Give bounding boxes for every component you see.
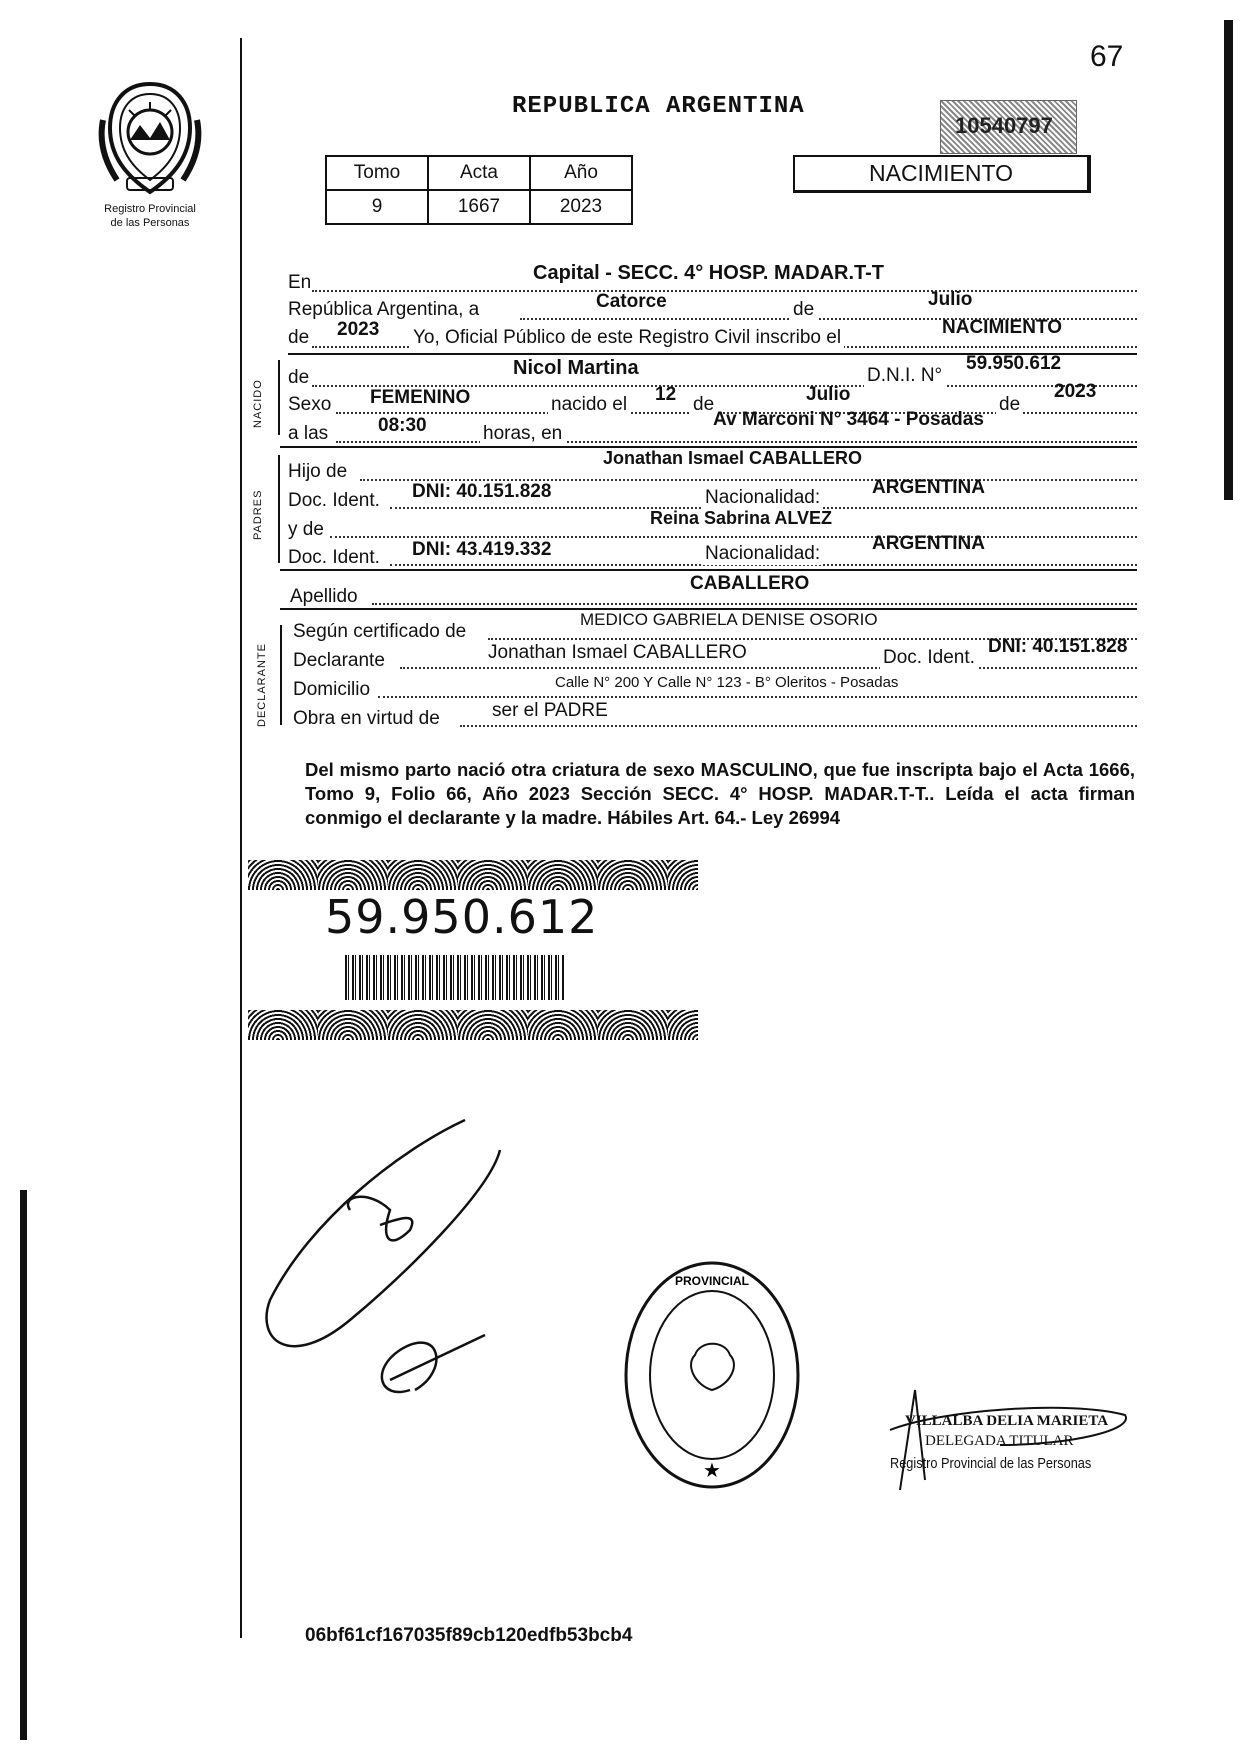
label-nac-madre: Nacionalidad: [702,543,823,565]
padres-bottom-rule [280,569,1137,571]
label-a-las: a las [288,423,329,444]
official-signature [880,1370,1140,1500]
label-sexo: Sexo [288,394,332,415]
birth-year: 2023 [1054,381,1097,402]
official-title: DELEGADA TITULAR [925,1433,1074,1449]
label-en: En [288,272,312,293]
page-number: 67 [1090,40,1124,73]
birth-time: 08:30 [378,415,427,436]
dni-sticker [248,860,698,1040]
line-madre [330,536,1137,538]
label-de-year: de [288,327,310,348]
value-acta: 1667 [428,190,530,224]
sticker-pattern-top [248,860,698,890]
nacido-bracket [278,360,280,435]
mother-nat: ARGENTINA [872,533,985,554]
label-de-nacido: de [288,367,310,388]
mother-name: Reina Sabrina ALVEZ [650,508,833,528]
year: 2023 [337,319,380,340]
svg-text:★: ★ [703,1460,721,1482]
label-apellido: Apellido [290,586,358,607]
label-certificado: Según certificado de [293,621,467,642]
misiones-shield-icon [95,80,205,200]
label-nacido-el: nacido el [548,394,630,416]
event: NACIMIENTO [942,317,1062,338]
line-declarante [400,667,1137,669]
logo-caption-1: Registro Provincial [104,203,196,215]
section-declarante: DECLARANTE [256,643,268,727]
signature-declarante [250,1110,550,1410]
child-sex: FEMENINO [370,387,471,408]
record-table [325,155,633,225]
father-nat: ARGENTINA [872,477,985,498]
label-oficial: Yo, Oficial Público de este Registro Civil inscribo el [410,327,844,349]
child-name: Nicol Martina [513,357,639,379]
line-en [312,290,1137,292]
document-hash: 06bf61cf167035f89cb120edfb53bcb4 [305,1625,633,1646]
label-declarante: Declarante [293,650,385,671]
declarante-name: Jonathan Ismael CABALLERO [488,642,747,663]
child-dni: 59.950.612 [966,353,1062,374]
line-apellido [372,603,1137,605]
apellido: CABALLERO [690,573,810,594]
padres-bracket [278,455,280,563]
label-republica: República Argentina, a [288,299,480,320]
line-obra [460,725,1137,727]
barcode [345,955,565,1000]
place: Capital - SECC. 4° HOSP. MADAR.T-T [533,262,885,284]
label-doc-padre: Doc. Ident. [288,490,380,511]
label-horas: horas, en [480,423,565,445]
security-stamp [940,100,1077,154]
certificado: MEDICO GABRIELA DENISE OSORIO [580,610,878,629]
declarante-bracket [280,625,282,725]
logo-caption-2: de las Personas [110,217,190,229]
country-title: REPUBLICA ARGENTINA [512,93,805,120]
father-name: Jonathan Ismael CABALLERO [603,448,863,468]
header-tomo: Tomo [326,156,428,190]
mother-doc: DNI: 43.419.332 [412,539,552,560]
value-tomo: 9 [326,190,428,224]
section-nacido: NACIDO [252,379,264,428]
official-seal [620,1255,805,1495]
label-hijo-de: Hijo de [288,461,348,482]
father-doc: DNI: 40.151.828 [412,481,552,502]
label-obra: Obra en virtud de [293,708,440,729]
domicilio: Calle N° 200 Y Calle N° 123 - B° Oleritos - Posadas [555,674,899,691]
label-y-de: y de [288,519,324,540]
month: Julio [928,289,973,310]
svg-text:PROVINCIAL: PROVINCIAL [674,1274,750,1288]
label-de-birth-year: de [996,394,1023,416]
dni-big-number: 59.950.612 [325,890,599,944]
provincial-logo [95,80,205,200]
day-words: Catorce [596,291,667,312]
label-dni: D.N.I. N° [864,365,945,387]
label-de-month: de [790,299,817,321]
line-hora [336,441,1137,443]
obra: ser el PADRE [492,700,608,721]
section-padres: PADRES [252,489,264,540]
stamp-number: 10540797 [955,113,1053,138]
label-doc-declarante: Doc. Ident. [880,647,978,669]
right-scan-edge [1224,20,1233,500]
note-paragraph: Del mismo parto nació otra criatura de sexo MASCULINO, que fue inscripta bajo el Acta 1666, Tomo 9, Folio 66, Año 2023 Sección SECC. 4° HOSP. MADAR.T-T.. Leída el acta firman conmigo el declarante y la madre. Hábiles Art. 64.- Ley 26994 [305,759,1135,828]
official-org: Registro Provincial de las Personas [890,1455,1092,1472]
official-name: VILLALBA DELIA MARIETA [905,1413,1109,1429]
birth-day: 12 [655,384,677,405]
label-de-birth-month: de [690,394,717,416]
label-nac-padre: Nacionalidad: [702,487,823,509]
label-domicilio: Domicilio [293,679,371,700]
sticker-pattern-bottom [248,1010,698,1040]
left-margin-rule [240,38,242,1638]
birth-month: Julio [806,384,851,405]
birth-place: Av Marconi N° 3464 - Posadas [713,409,984,430]
declarante-doc: DNI: 40.151.828 [988,636,1128,657]
label-doc-madre: Doc. Ident. [288,547,380,568]
line-domicilio [378,696,1137,698]
doc-type-box [793,155,1091,193]
header-ano: Año [530,156,632,190]
left-scan-edge [20,1190,27,1740]
header-acta: Acta [428,156,530,190]
doc-type: NACIMIENTO [869,160,1013,186]
value-ano: 2023 [530,190,632,224]
